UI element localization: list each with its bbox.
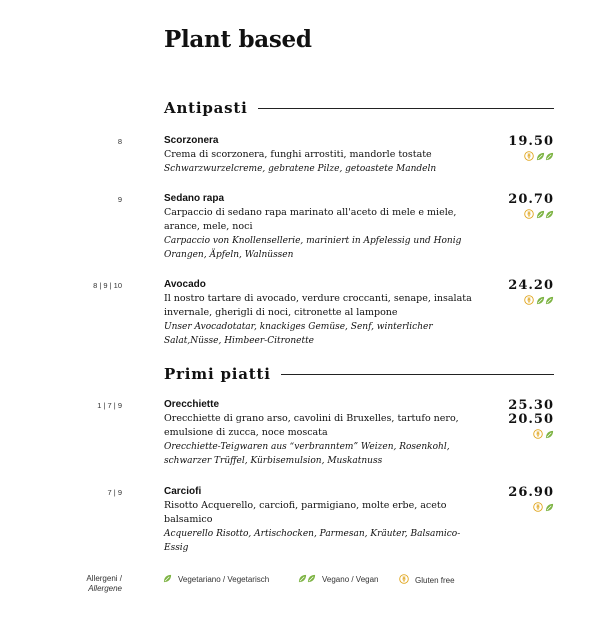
- legend-vegan: [298, 574, 379, 585]
- legend-gluten-free: [399, 574, 455, 586]
- vegetarian-icon: [163, 574, 172, 585]
- gluten-free-icon: [399, 574, 409, 586]
- gluten-free-icon: [524, 204, 534, 223]
- section-antipasti: [164, 99, 554, 117]
- gluten-free-icon: [533, 497, 543, 516]
- dish-price: 19.50: [508, 134, 554, 149]
- description-german: Carpaccio von Knollensellerie, mariniert in Apfelessig und Honig Orangen, Äpfeln, Walnüssen: [164, 236, 462, 260]
- dish-description: [164, 206, 484, 262]
- description-german: Schwarzwurzelcreme, gebratene Pilze, getoastete Mandeln: [164, 164, 437, 174]
- section-label: Antipasti: [164, 99, 248, 117]
- dish-name: Carciofi: [164, 486, 202, 497]
- price-block: [508, 486, 554, 512]
- allergen-codes: 7 | 9: [107, 488, 122, 497]
- legend-vegetarian-label: Vegetariano / Vegetarisch: [178, 575, 270, 584]
- legend-allergen-label-de: Allergene: [88, 584, 122, 593]
- gluten-free-icon: [524, 146, 534, 165]
- gluten-free-icon: [533, 424, 543, 443]
- price-block: [508, 399, 554, 439]
- dish-description: [164, 292, 484, 348]
- description-german: Orecchiette-Teigwaren aus “verbranntem” Weizen, Rosenkohl, schwarzer Trüffel, Kürbisemulsion, Muskatnuss: [164, 442, 450, 466]
- dish-description: [164, 499, 484, 555]
- description-italian: Risotto Acquerello, carciofi, parmigiano, molte erbe, aceto balsamico: [164, 500, 447, 525]
- vegan-icon: [298, 574, 316, 585]
- allergen-codes: 9: [117, 195, 122, 204]
- legend-vegetarian: [163, 574, 269, 585]
- dish-name: Sedano rapa: [164, 193, 225, 204]
- vegetarian-icon: [545, 424, 554, 443]
- legend-vegan-label: Vegano / Vegan: [322, 575, 379, 584]
- page-title: Plant based: [164, 26, 312, 53]
- dish-price: 25.30: [508, 398, 554, 413]
- allergen-codes: 8 | 9 | 10: [93, 281, 122, 290]
- description-italian: Crema di scorzonera, funghi arrostiti, mandorle tostate: [164, 149, 432, 160]
- allergen-codes: 8: [117, 137, 122, 146]
- legend-allergen-label-it: Allergeni /: [86, 574, 122, 583]
- price-block: [508, 193, 554, 219]
- description-german: Acquerello Risotto, Artischocken, Parmesan, Kräuter, Balsamico-Essig: [164, 529, 461, 553]
- diet-icons: [508, 294, 554, 305]
- vegan-icon: [536, 290, 554, 309]
- price-block: [508, 135, 554, 161]
- allergen-codes: 1 | 7 | 9: [97, 401, 122, 410]
- diet-icons: [508, 428, 554, 439]
- dish-price: 26.90: [508, 485, 554, 500]
- diet-icons: [508, 208, 554, 219]
- price-block: [508, 279, 554, 305]
- section-divider: [281, 374, 554, 375]
- vegetarian-icon: [545, 497, 554, 516]
- dish-price: 20.70: [508, 192, 554, 207]
- diet-icons: [508, 150, 554, 161]
- dish-description: [164, 148, 484, 176]
- dish-price-secondary: 20.50: [508, 412, 554, 427]
- section-label: Primi piatti: [164, 365, 271, 383]
- description-italian: Il nostro tartare di avocado, verdure croccanti, senape, insalata invernale, gherigli di noci, citronette al lampone: [164, 293, 472, 318]
- gluten-free-icon: [524, 290, 534, 309]
- dish-description: [164, 412, 484, 468]
- dish-name: Scorzonera: [164, 135, 219, 146]
- vegan-icon: [536, 204, 554, 223]
- diet-icons: [508, 501, 554, 512]
- dish-price: 24.20: [508, 278, 554, 293]
- section-divider: [258, 108, 554, 109]
- vegan-icon: [536, 146, 554, 165]
- dish-name: Orecchiette: [164, 399, 220, 410]
- legend-allergen-label: [70, 574, 122, 594]
- legend-gluten-free-label: Gluten free: [415, 575, 455, 585]
- description-italian: Carpaccio di sedano rapa marinato all'aceto di mele e miele, arance, mele, noci: [164, 207, 457, 232]
- dish-name: Avocado: [164, 279, 206, 290]
- description-german: Unser Avocadotatar, knackiges Gemüse, Senf, winterlicher Salat,Nüsse, Himbeer-Citronette: [164, 322, 433, 346]
- section-primi-piatti: [164, 365, 554, 383]
- description-italian: Orecchiette di grano arso, cavolini di Bruxelles, tartufo nero, emulsione di zucca, noce moscata: [164, 413, 459, 438]
